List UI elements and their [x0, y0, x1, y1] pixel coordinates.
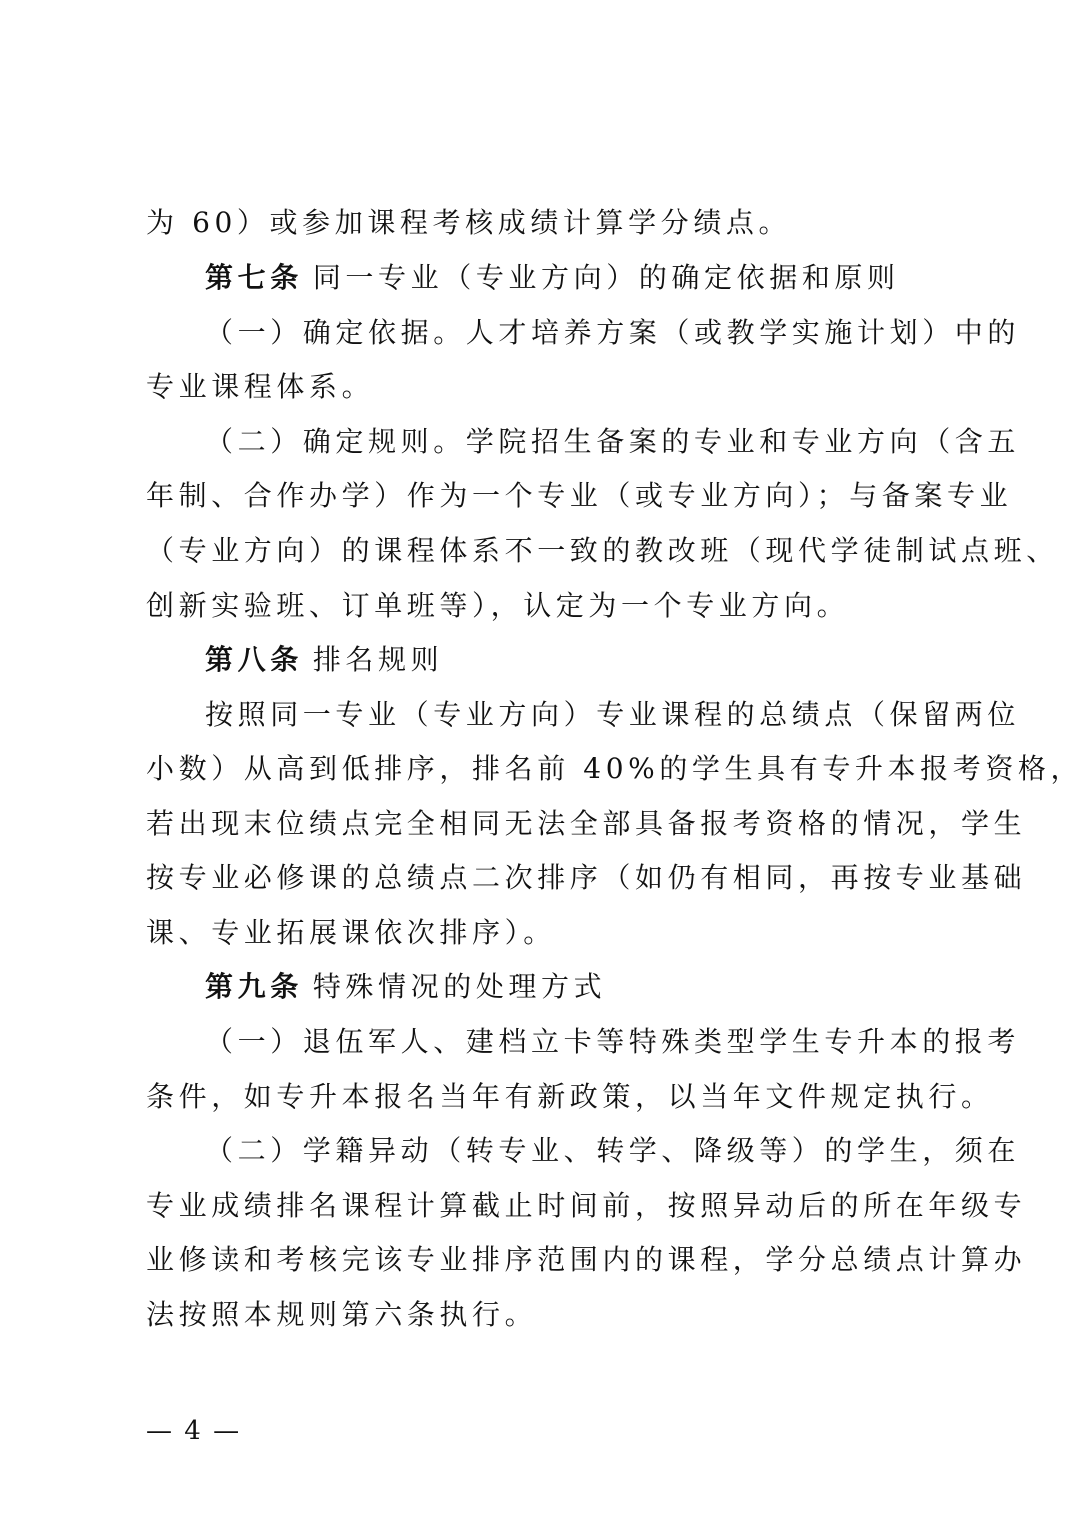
- article-8-heading: [205, 643, 946, 677]
- article-9-title: 特殊情况的处理方式: [312, 970, 607, 1003]
- text-line: 为 60）或参加课程考核成绩计算学分绩点。: [146, 206, 792, 239]
- article-9-heading: [205, 970, 946, 1004]
- page-number: — 4 —: [146, 1416, 242, 1446]
- article-9-label: 第九条: [205, 970, 303, 1003]
- article-7-title: 同一专业（专业方向）的确定依据和原则: [312, 261, 900, 294]
- text-line: 专业成绩排名课程计算截止时间前，按照异动后的所在年级专: [146, 1189, 1027, 1222]
- text-line: （一）确定依据。人才培养方案（或教学实施计划）中的: [205, 316, 1021, 349]
- article-8-label: 第八条: [205, 643, 303, 676]
- text-line: 课、专业拓展课依次排序）。: [146, 916, 556, 949]
- text-line: 按照同一专业（专业方向）专业课程的总绩点（保留两位: [205, 698, 1021, 731]
- text-line: 小数）从高到低排序，排名前 40%的学生具有专升本报考资格，: [146, 752, 1083, 785]
- text-line: 专业课程体系。: [146, 370, 375, 403]
- text-line: 按专业必修课的总绩点二次排序（如仍有相同，再按专业基础: [146, 861, 1027, 894]
- article-8-title: 排名规则: [312, 643, 444, 676]
- text-line: 条件，如专升本报名当年有新政策，以当年文件规定执行。: [146, 1080, 994, 1113]
- text-line: （专业方向）的课程体系不一致的教改班（现代学徒制试点班、: [146, 534, 1059, 567]
- article-7-heading: [205, 261, 946, 295]
- text-line: 创新实验班、订单班等），认定为一个专业方向。: [146, 589, 850, 622]
- text-line: （二）确定规则。学院招生备案的专业和专业方向（含五: [205, 425, 1021, 458]
- text-line: 业修读和考核完该专业排序范围内的课程，学分总绩点计算办: [146, 1243, 1027, 1276]
- text-line: 年制、合作办学）作为一个专业（或专业方向）；与备案专业: [146, 479, 1013, 512]
- text-line: （二）学籍异动（转专业、转学、降级等）的学生，须在: [205, 1134, 1021, 1167]
- article-7-label: 第七条: [205, 261, 303, 294]
- text-line: 法按照本规则第六条执行。: [146, 1298, 538, 1331]
- text-line: 若出现末位绩点完全相同无法全部具备报考资格的情况，学生: [146, 807, 1027, 840]
- text-line: （一）退伍军人、建档立卡等特殊类型学生专升本的报考: [205, 1025, 1021, 1058]
